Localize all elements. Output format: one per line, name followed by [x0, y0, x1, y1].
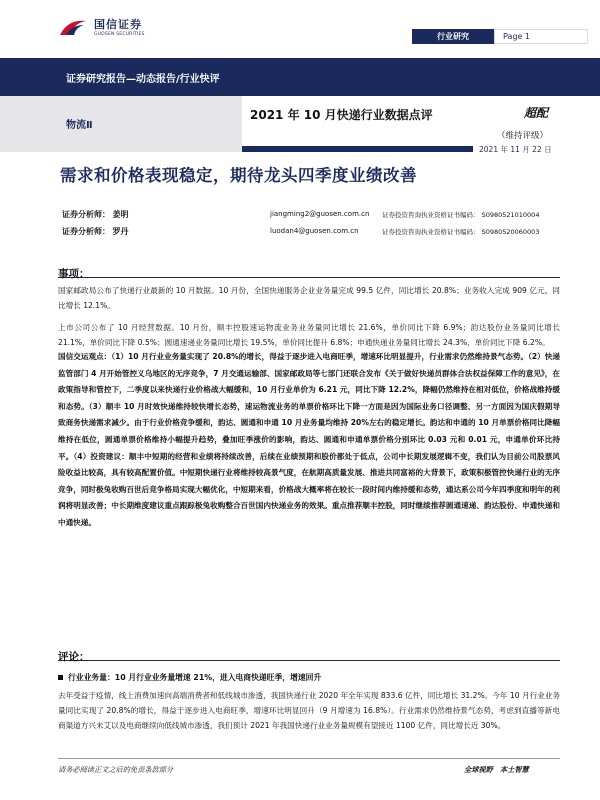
- research-type-tag: 行业研究: [412, 29, 494, 44]
- analyst-cert: 证券投资咨询执业资格证书编码： S0980520060003: [382, 228, 540, 236]
- rating: 超配: [524, 106, 549, 120]
- logo-mark-icon: [58, 17, 88, 37]
- analyst-email: luodan4@guosen.com.cn: [270, 227, 359, 235]
- rating-note: （维持评级）: [497, 131, 549, 141]
- events-paragraph-3: 国信交运观点：（1）10 月行业业务量实现了 20.8%的增长，得益于逐步进入电商旺季，增速环比明显提升，行业需求仍然维持景气态势。（2）快递监管部门 4 月开始管控义乌地区的无序竞争，7 月交通运输部、国家邮政局等七部门还联合发布《关于做好快递员群体合法权益保障工作的意见》，在政策指导和管控下，二季度以来快递行业价格战大幅缓和，10 月行业单价为 6.21 元，同比下降 12.2%，降幅仍然维持在相对低位，价格战维持缓和态势。（3）顺丰 10 月时效快递维持较快增长态势，速运物流业务的单票价格环比下降一方面是因为国际业务口径调整、另一方面因为国庆假期导致商务快递需求减少。由于行业价格竞争缓和，韵达、圆通和申通 10 月业务量均维持 20%左右的稳定增长。韵达和申通的 10 月单票价格同比降幅维持在低位，圆通单票价格维持小幅提升趋势，叠加旺季涨价的影响，韵达、圆通和申通单票价格分别环比 0.03 元和 0.01 元，申通单价环比持平。（4）投资建议：顺丰中短期的经营和业绩将持续改善，后续在业绩预期和股价都处于低点，公司中长期发展逻辑不变，我们认为目前公司股票风险收益比较高，具有较高配置价值。中短期快递行业将维持较高景气度，在航期高质量发展、推进共同富裕的大背景下，政策积极管控快递行业的无序竞争，同时极兔收购百世后竞争格局实现大幅优化，中短期来看，价格战大概率将在较长一段时间内维持缓和态势，通达系公司今年四季度和明年的利润将明显改善；中长期维度建议重点跟踪极兔收购整合百世国内快递业务的效果。重点推荐顺丰控股，同时继续推荐圆通速递、韵达股份、申通快递和中通快递。: [58, 352, 560, 527]
- analyst-role: 证券分析师：: [62, 227, 110, 236]
- comments-heading: [58, 645, 560, 661]
- analyst-row: [62, 226, 129, 237]
- report-banner: [0, 58, 600, 96]
- bullet-icon: [58, 675, 63, 680]
- company-name-en: GUOSEN SECURITIES: [94, 32, 145, 37]
- report-title: 2021 年 10 月快递行业数据点评: [250, 108, 433, 122]
- sector-label: 物流Ⅱ: [66, 120, 93, 131]
- events-paragraph-1: 国家邮政局公布了快递行业最新的 10 月数据。10 月份，全国快递服务企业业务量完成 99.5 亿件，同比增长 20.8%；业务收入完成 909 亿元，同比增长 12.1%。: [58, 286, 560, 311]
- report-date: 2021 年 11 月 22 日: [473, 144, 558, 155]
- events-heading: [58, 262, 560, 278]
- comments-heading-text: 评论：: [58, 651, 90, 663]
- header-tags: [412, 29, 588, 44]
- analyst-row: [62, 209, 129, 220]
- analyst-name: 姜明: [112, 210, 129, 219]
- analyst-role: 证券分析师：: [62, 210, 110, 219]
- comments-paragraph: 去年受益于疫情，线上消费加速向高端消费者和低线城市渗透，我国快递行业 2020 年全年实现 833.6 亿件，同比增长 31.2%。今年 10 月行业业务量同比实现了 20.8%的增长，得益于逐步进入电商旺季，增速环比明显回升（9 月增速为 16.8%）。行业需求仍然维持景气态势，考虑到直播等新电商渠道方兴未艾以及电商继续向低线城市渗透，我们预计 2021 年我国快递行业业务量规模有望接近 1100 亿件，同比增长近 30%。: [58, 691, 560, 731]
- headline: 需求和价格表现稳定，期待龙头四季度业绩改善: [60, 166, 417, 185]
- analyst-cert: 证券投资咨询执业资格证书编码： S0980521010004: [382, 211, 540, 219]
- events-paragraph-2: 上市公司公布了 10 月经营数据。10 月份，顺丰控股速运物流业务业务量同比增长 21.6%，单价同比下降 6.9%；韵达股份业务量同比增长 21.1%，单价同比下降 0.5%；圆通速递业务量同比增长 19.5%，单价同比提升 6.8%；申通快递业务量同比增长 24.3%，单价同比下降 6.2%。: [58, 323, 560, 348]
- company-logo: [58, 16, 145, 37]
- events-heading-text: 事项：: [58, 268, 90, 280]
- page-number: Page 1: [494, 29, 588, 44]
- banner-text: 证券研究报告—动态报告/行业快评: [66, 74, 220, 85]
- comments-subheading-text: 行业业务量：10 月行业业务量增速 21%，进入电商快递旺季，增速回升: [68, 673, 322, 682]
- footer-slogan: 全球视野 本土智慧: [464, 765, 529, 774]
- footer-disclaimer: 请务必阅读正文之后的免责条款部分: [58, 765, 174, 774]
- footer-divider: [58, 758, 560, 759]
- analyst-email: jiangming2@guosen.com.cn: [270, 210, 370, 218]
- company-name-cn: 国信证券: [94, 18, 142, 31]
- comments-subheading: [58, 672, 321, 683]
- analyst-name: 罗丹: [112, 227, 129, 236]
- sector-block: [0, 96, 242, 152]
